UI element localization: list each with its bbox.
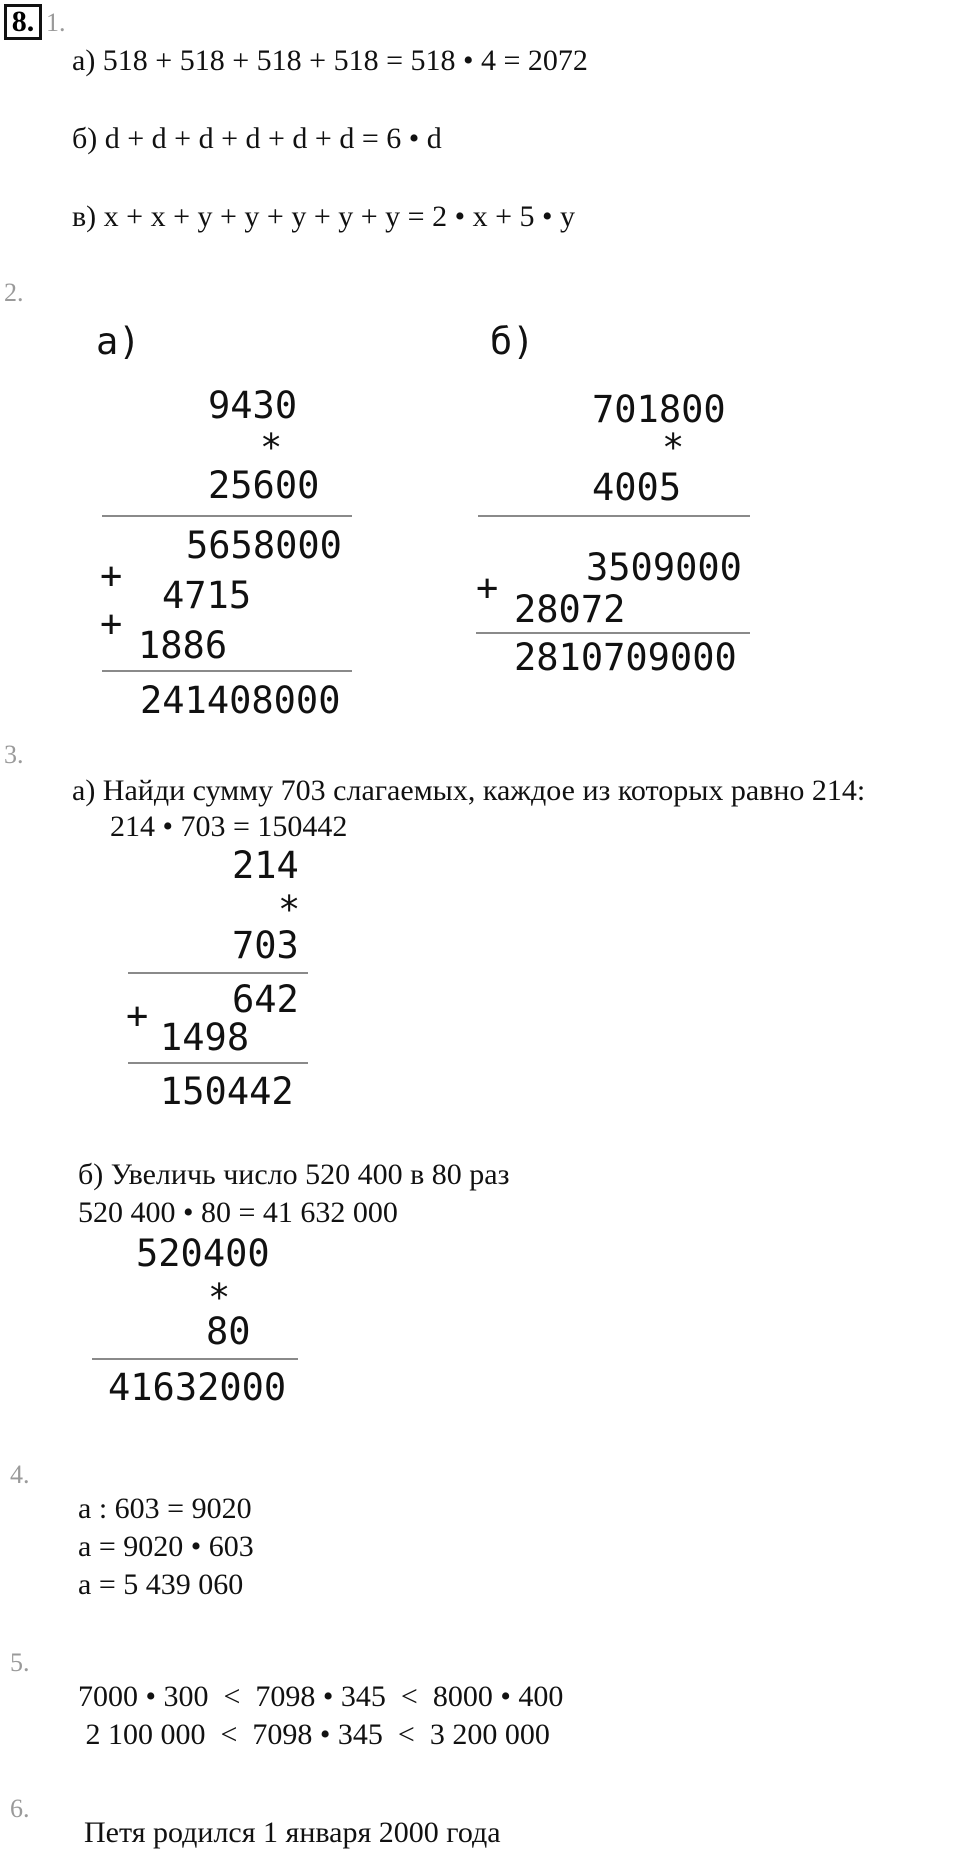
calc-3a-partial-1: 642 [232,978,299,1021]
calc-3b-operator: * [208,1276,231,1319]
calc-b-partial-1: 3509000 [586,546,742,589]
calc-b-operator: * [662,426,685,469]
s4-line-1: a : 603 = 9020 [78,1492,252,1525]
calc-a-partial-2: 4715 [162,574,252,617]
s5-line-2: 2 100 000 < 7098 • 345 < 3 200 000 [78,1718,550,1751]
s4-line-2: a = 9020 • 603 [78,1530,254,1563]
section-3-number: 3. [4,740,24,769]
calc-a-multiplicand: 9430 [208,384,298,427]
calc-3b-multiplicand: 520400 [136,1232,270,1275]
section-5-number: 5. [10,1648,30,1677]
calc-3b-multiplier: 80 [206,1310,251,1353]
calc-b-multiplicand: 701800 [592,388,726,431]
calc-b-rule-2 [476,632,750,634]
calc-3a-partial-2: 1498 [160,1016,250,1059]
calc-a-operator: * [260,426,283,469]
calc-b-multiplier: 4005 [592,466,682,509]
s3-a-text: а) Найди сумму 703 слагаемых, каждое из которых равно 214: [72,774,866,807]
task-number-badge: 8. [4,4,42,40]
s3-b-text: б) Увеличь число 520 400 в 80 раз [78,1158,510,1191]
s5-line-1: 7000 • 300 < 7098 • 345 < 8000 • 400 [78,1680,564,1713]
calc-3a-result: 150442 [160,1070,294,1113]
section-4-number: 4. [10,1460,30,1489]
calc-3b-rule [92,1358,298,1360]
calc-a-result: 241408000 [140,679,341,722]
calc-b-rule-1 [478,515,750,517]
calc-3a-multiplicand: 214 [232,844,299,887]
calc-3a-operator: * [278,888,301,931]
section-1-number: 1. [46,8,66,37]
calc-a-partial-1: 5658000 [186,524,342,567]
calc-3a-multiplier: 703 [232,924,299,967]
calc-3a-rule-1 [128,972,308,974]
calc-b-plus: + [476,566,499,609]
calc-a-rule-2 [102,670,352,672]
s3-b-expression: 520 400 • 80 = 41 632 000 [78,1196,398,1229]
calc-b-label: б) [490,320,535,363]
calc-3b-result: 41632000 [108,1366,287,1409]
s3-a-expression: 214 • 703 = 150442 [110,810,348,843]
calc-b-result: 2810709000 [514,636,737,679]
section-6-number: 6. [10,1794,30,1823]
calc-a-rule-1 [102,515,352,517]
s1-line-c: в) x + x + y + y + y + y + y = 2 • x + 5 • y [72,200,576,233]
section-2-number: 2. [4,278,24,307]
calc-b-partial-2: 28072 [514,588,626,631]
s6-line-1: Петя родился 1 января 2000 года [84,1816,501,1849]
calc-a-plus-1: + [100,554,123,597]
calc-a-label: а) [96,320,141,363]
s1-line-a: а) 518 + 518 + 518 + 518 = 518 • 4 = 2072 [72,44,588,77]
calc-3a-plus: + [126,994,149,1037]
calc-a-multiplier: 25600 [208,464,320,507]
s1-line-b: б) d + d + d + d + d + d = 6 • d [72,122,442,155]
calc-3a-rule-2 [128,1062,308,1064]
calc-a-partial-3: 1886 [138,624,228,667]
calc-a-plus-2: + [100,602,123,645]
s4-line-3: a = 5 439 060 [78,1568,244,1601]
